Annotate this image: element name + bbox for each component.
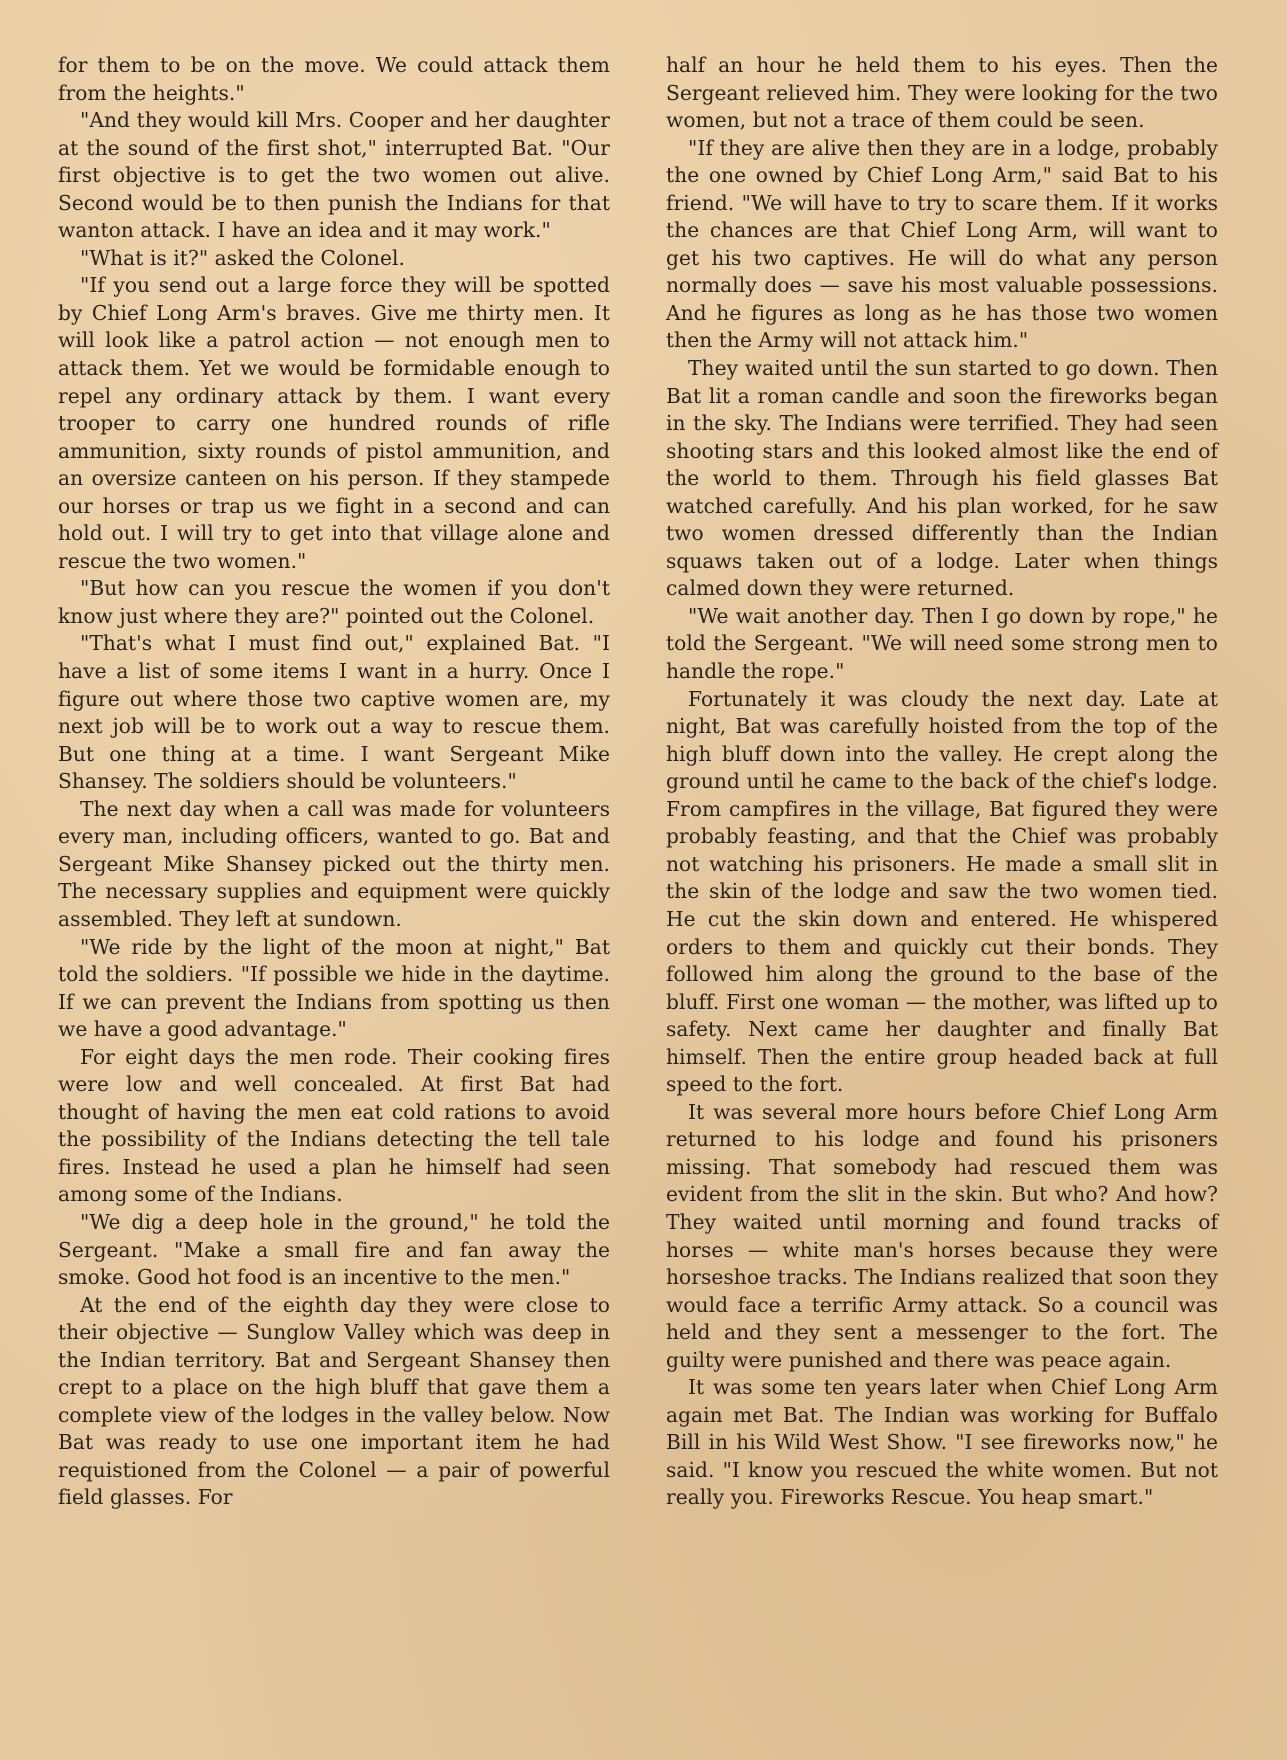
paragraph: They waited until the sun started to go down. Then Bat lit a roman candle and soon the fireworks began in the sky. The Indians were terrified. They had seen shooting stars and this looked almost like the end of the world to them. Through his field glasses Bat watched carefully. And his plan worked, for he saw two women dressed differently than the Indian squaws taken out of a lodge. Later when things calmed down they were returned. [666, 356, 1218, 601]
paragraph: Fortunately it was cloudy the next day. Late at night, Bat was carefully hoisted from the top of the high bluff down into the valley. He crept along the ground until he came to the back of the chief's lodge. From campfires in the village, Bat figured they were probably feasting, and that the Chief was probably not watching his prisoners. He made a small slit in the skin of the lodge and saw the two women tied. He cut the skin down and entered. He whispered orders to them and quickly cut their bonds. They followed him along the ground to the base of the bluff. First one woman — the mother, was lifted up to safety. Next came her daughter and finally Bat himself. Then the entire group headed back at full speed to the fort. [666, 686, 1218, 1097]
paragraph: "What is it?" asked the Colonel. [80, 245, 405, 270]
paragraph: "We ride by the light of the moon at night," Bat told the soldiers. "If possible we hide in the daytime. If we can prevent the Indians from spotting us then we have a good advantage." [58, 934, 610, 1042]
paragraph: half an hour he held them to his eyes. Then the Sergeant relieved him. They were looking for the two women, but not a trace of them could be seen. [666, 53, 1218, 133]
paragraph: The next day when a call was made for volunteers every man, including officers, wanted to go. Bat and Sergeant Mike Shansey picked out the thirty men. The necessary supplies and equipment were quickly assembled. They left at sundown. [58, 796, 610, 931]
paragraph: for them to be on the move. We could attack them from the heights." [58, 53, 610, 105]
right-column [666, 52, 1218, 1512]
paragraph: "We wait another day. Then I go down by rope," he told the Sergeant. "We will need some strong men to handle the rope." [666, 603, 1218, 684]
paragraph: "We dig a deep hole in the ground," he told the Sergeant. "Make a small fire and fan away the smoke. Good hot food is an incentive to the men." [58, 1209, 610, 1290]
paragraph: It was several more hours before Chief Long Arm returned to his lodge and found his prisoners missing. That somebody had rescued them was evident from the slit in the skin. But who? And how? They waited until morning and found tracks of horses — white man's horses because they were horseshoe tracks. The Indians realized that soon they would face a terrific Army attack. So a council was held and they sent a messenger to the fort. The guilty were punished and there was peace again. [666, 1099, 1218, 1372]
paragraph: "But how can you rescue the women if you don't know just where they are?" pointed out the Colonel. [58, 576, 610, 628]
paragraph: "If they are alive then they are in a lodge, probably the one owned by Chief Long Arm," said Bat to his friend. "We will have to try to scare them. If it works the chances are that Chief Long Arm, will want to get his two captives. He will do what any person normally does — save his most valuable possessions. And he figures as long as he has those two women then the Army will not attack him." [666, 135, 1218, 353]
paragraph: "That's what I must find out," explained Bat. "I have a list of some items I want in a hurry. Once I figure out where those two captive women are, my next job will be to work out a way to rescue them. But one thing at a time. I want Sergeant Mike Shansey. The soldiers should be volunteers." [58, 631, 610, 794]
paragraph: For eight days the men rode. Their cooking fires were low and well concealed. At first Bat had thought of having the men eat cold rations to avoid the possibility of the Indians detecting the tell tale fires. Instead he used a plan he himself had seen among some of the Indians. [58, 1044, 610, 1207]
left-column [58, 52, 610, 1512]
paragraph: At the end of the eighth day they were close to their objective — Sunglow Valley which was deep in the Indian territory. Bat and Sergeant Shansey then crept to a place on the high bluff that gave them a complete view of the lodges in the valley below. Now Bat was ready to use one important item he had requistioned from the Colonel — a pair of powerful field glasses. For [58, 1292, 610, 1510]
paragraph: "If you send out a large force they will be spotted by Chief Long Arm's braves. Give me thirty men. It will look like a patrol action — not enough men to attack them. Yet we would be formidable enough to repel any ordinary attack by them. I want every trooper to carry one hundred rounds of rifle ammunition, sixty rounds of pistol ammunition, and an oversize canteen on his person. If they stampede our horses or trap us we fight in a second and can hold out. I will try to get into that village alone and rescue the two women." [58, 273, 610, 573]
paragraph: "And they would kill Mrs. Cooper and her daughter at the sound of the first shot," interrupted Bat. "Our first objective is to get the two women out alive. Second would be to then punish the Indians for that wanton attack. I have an idea and it may work." [58, 108, 610, 243]
paragraph: It was some ten years later when Chief Long Arm again met Bat. The Indian was working for Buffalo Bill in his Wild West Show. "I see fireworks now," he said. "I know you rescued the white women. But not really you. Fireworks Rescue. You heap smart." [666, 1375, 1218, 1510]
